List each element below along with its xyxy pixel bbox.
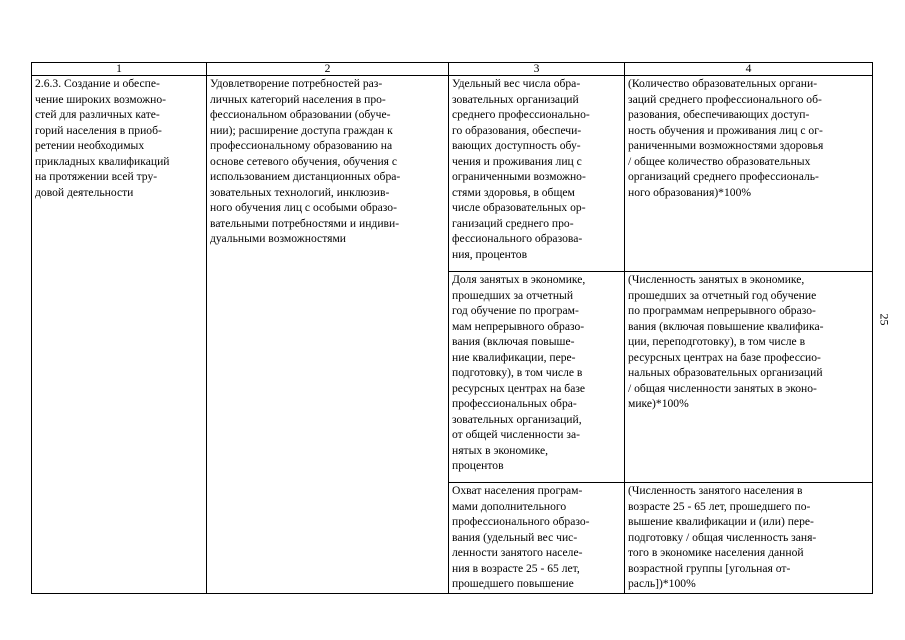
column-number-3: 3: [449, 63, 625, 76]
indicator-formula-cell: (Количество образовательных органи- заций среднего профессионального об- разования, обеспечивающих доступ- ность обучения и проживания лиц с ог- раниченными возможностями здоровья / общее количество образовательных организаций среднего профессиональ- ного образования)*100%: [625, 76, 873, 272]
indicator-formula-cell: (Численность занятого населения в возрасте 25 - 65 лет, прошедшего по- вышение квалификации и (или) пере- подготовку / общая численность заня- того в экономике населения данной возрастной группы [угольная от- расль])*100%: [625, 483, 873, 594]
indicator-formula-cell: (Численность занятых в экономике, прошедших за отчетный год обучение по программам непрерывного образо- вания (включая повышение квалифика- ции, переподготовку), в том числе в ресурсных центрах на базе профессио- нальных образовательных организаций / общая численности занятых в эконо- мике)*100%: [625, 272, 873, 483]
table-header-row: [32, 63, 873, 76]
page-number: 25: [877, 313, 892, 326]
task-cell: 2.6.3. Создание и обеспе- чение широких возможно- стей для различных кате- горий населения в приоб- ретении необходимых прикладных квалификаций на протяжении всей тру- довой деятельности: [32, 76, 207, 594]
column-number-4: 4: [625, 63, 873, 76]
column-number-2: 2: [207, 63, 449, 76]
expected-result-cell: Удовлетворение потребностей раз- личных категорий населения в про- фессиональном образовании (обуче- нии); расширение доступа граждан к профессиональному образованию на основе сетевого обучения, обучения с использованием дистанционных обра- зовательных технологий, инклюзив- ного обучения лиц с особыми образо- вательными потребностями и индиви- дуальными возможностями: [207, 76, 449, 594]
indicator-name-cell: Удельный вес числа обра- зовательных организаций среднего профессионально- го образования, обеспечи- вающих доступность обу- чения и проживания лиц с ограниченными возможно- стями здоровья, в общем числе образовательных ор- ганизаций среднего про- фессионального образова- ния, процентов: [449, 76, 625, 272]
column-number-1: 1: [32, 63, 207, 76]
indicator-name-cell: Охват населения програм- мами дополнительного профессионального образо- вания (удельный вес чис- ленности занятого населе- ния в возрасте 25 - 65 лет, прошедшего повышение: [449, 483, 625, 594]
indicators-table: [31, 62, 873, 594]
table-row: [32, 76, 873, 272]
indicator-name-cell: Доля занятых в экономике, прошедших за отчетный год обучение по програм- мам непрерывного образо- вания (включая повыше- ние квалификации, пере- подготовку), в том числе в ресурсных центрах на базе профессиональных обра- зовательных организаций, от общей численности за- нятых в экономике, процентов: [449, 272, 625, 483]
